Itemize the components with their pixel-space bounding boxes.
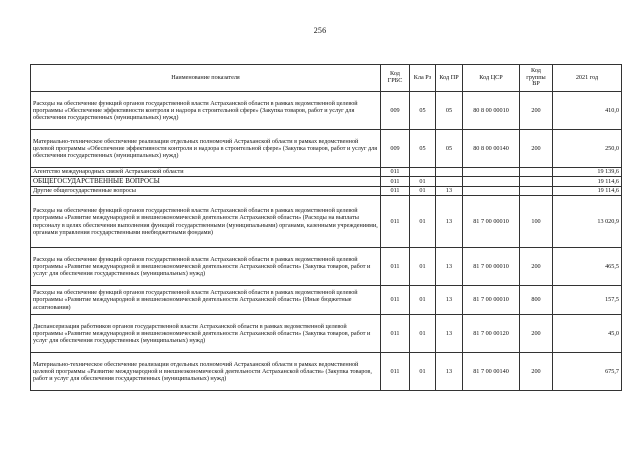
row-grbs: 011 — [381, 286, 410, 315]
row-name: Диспансеризация работников органов государственной власти Астраханской области в рамках ведомственной целевой программы «Развитие международной и внешнеэкономической деятельности Астраханской области» (Закупка товаров, работ и услуг для обеспечения государственных (муниципальных) нужд) — [31, 315, 381, 353]
row-target-article — [463, 187, 520, 196]
row-section: 05 — [410, 92, 436, 130]
header-expense-type-code: Код группы ВР — [520, 65, 553, 92]
row-name: Расходы на обеспечение функций органов государственной власти Астраханской области в рамках ведомственной целевой программы «Развитие международной и внешнеэкономической деятельности Астраханской области» (Иные бюджетные ассигнования) — [31, 286, 381, 315]
row-name: Расходы на обеспечение функций органов государственной власти Астраханской области в рамках ведомственной целевой программы «Обеспечение эффективности контроля и надзора в строительной сфере» (Закупка товаров, работ и услуг для обеспечения государственных (муниципальных) нужд) — [31, 92, 381, 130]
row-name: ОБЩЕГОСУДАРСТВЕННЫЕ ВОПРОСЫ — [31, 177, 381, 187]
row-grbs: 011 — [381, 168, 410, 177]
row-section: 01 — [410, 315, 436, 353]
row-subsection: 13 — [436, 187, 463, 196]
header-grbs-code: Код ГРБС — [381, 65, 410, 92]
row-subsection: 05 — [436, 130, 463, 168]
row-expense-type — [520, 168, 553, 177]
row-subsection — [436, 177, 463, 187]
row-expense-type: 200 — [520, 353, 553, 391]
row-amount: 250,0 — [553, 130, 622, 168]
table-row — [31, 353, 622, 391]
row-expense-type: 200 — [520, 130, 553, 168]
table-row — [31, 130, 622, 168]
table-row — [31, 177, 622, 187]
table-row — [31, 196, 622, 248]
row-expense-type: 200 — [520, 248, 553, 286]
row-amount: 19 114,6 — [553, 187, 622, 196]
header-year-2021: 2021 год — [553, 65, 622, 92]
row-expense-type: 100 — [520, 196, 553, 248]
row-name: Материально-техническое обеспечение реализации отдельных полномочий Астраханской области в рамках ведомственной целевой программы «Развитие международной и внешнеэкономической деятельности Астраханской области» (Закупка товаров, работ и услуг для обеспечения государственных (муниципальных) нужд) — [31, 353, 381, 391]
table-row — [31, 286, 622, 315]
row-expense-type: 800 — [520, 286, 553, 315]
row-subsection: 13 — [436, 248, 463, 286]
row-target-article: 81 7 00 00010 — [463, 196, 520, 248]
header-section-code: Кла Рз — [410, 65, 436, 92]
row-name: Агентство международных связей Астраханской области — [31, 168, 381, 177]
row-amount: 410,0 — [553, 92, 622, 130]
row-grbs: 011 — [381, 187, 410, 196]
table-header-row — [31, 65, 622, 92]
row-amount: 45,0 — [553, 315, 622, 353]
row-target-article: 80 8 00 00010 — [463, 92, 520, 130]
row-section: 01 — [410, 196, 436, 248]
row-name: Расходы на обеспечение функций органов государственной власти Астраханской области в рамках ведомственной целевой программы «Развитие международной и внешнеэкономической деятельности Астраханской области» (Закупка товаров, работ и услуг для обеспечения государственных (муниципальных) нужд) — [31, 248, 381, 286]
row-section: 01 — [410, 177, 436, 187]
header-indicator-name: Наименование показателя — [31, 65, 381, 92]
row-target-article: 81 7 00 00010 — [463, 248, 520, 286]
page-number: 256 — [313, 26, 327, 35]
row-grbs: 011 — [381, 315, 410, 353]
row-amount: 465,5 — [553, 248, 622, 286]
row-subsection: 13 — [436, 196, 463, 248]
row-subsection: 05 — [436, 92, 463, 130]
row-section: 01 — [410, 286, 436, 315]
row-target-article: 80 8 00 00140 — [463, 130, 520, 168]
row-grbs: 011 — [381, 177, 410, 187]
row-section: 01 — [410, 353, 436, 391]
row-grbs: 011 — [381, 248, 410, 286]
row-section: 01 — [410, 187, 436, 196]
table-row — [31, 315, 622, 353]
row-expense-type: 200 — [520, 315, 553, 353]
row-subsection: 13 — [436, 353, 463, 391]
row-grbs: 009 — [381, 92, 410, 130]
budget-table — [30, 64, 622, 391]
row-target-article — [463, 168, 520, 177]
row-amount: 19 139,6 — [553, 168, 622, 177]
row-subsection — [436, 168, 463, 177]
table-row — [31, 92, 622, 130]
row-expense-type: 200 — [520, 92, 553, 130]
row-subsection: 13 — [436, 286, 463, 315]
row-subsection: 13 — [436, 315, 463, 353]
row-target-article — [463, 177, 520, 187]
row-amount: 157,5 — [553, 286, 622, 315]
row-grbs: 011 — [381, 196, 410, 248]
row-section: 05 — [410, 130, 436, 168]
row-grbs: 011 — [381, 353, 410, 391]
row-name: Материально-техническое обеспечение реализации отдельных полномочий Астраханской области в рамках ведомственной целевой программы «Обеспечение эффективности контроля и надзора в строительной сфере» (Закупка товаров, работ и услуг для обеспечения государственных (муниципальных) нужд) — [31, 130, 381, 168]
row-grbs: 009 — [381, 130, 410, 168]
row-amount: 13 020,9 — [553, 196, 622, 248]
row-section — [410, 168, 436, 177]
row-expense-type — [520, 177, 553, 187]
row-name: Другие общегосударственные вопросы — [31, 187, 381, 196]
header-subsection-code: Код ПР — [436, 65, 463, 92]
row-target-article: 81 7 00 00140 — [463, 353, 520, 391]
row-target-article: 81 7 00 00120 — [463, 315, 520, 353]
table-row — [31, 168, 622, 177]
row-target-article: 81 7 00 00010 — [463, 286, 520, 315]
row-amount: 675,7 — [553, 353, 622, 391]
row-expense-type — [520, 187, 553, 196]
header-target-article-code: Код ЦСР — [463, 65, 520, 92]
row-amount: 19 114,6 — [553, 177, 622, 187]
table-row — [31, 248, 622, 286]
table-row — [31, 187, 622, 196]
row-section: 01 — [410, 248, 436, 286]
row-name: Расходы на обеспечение функций органов государственной власти Астраханской области в рамках ведомственной целевой программы «Развитие международной и внешнеэкономической деятельности Астраханской области» (Расходы на выплаты персоналу в целях обеспечения выполнения функций государственными (муниципальными) органами, казенными учреждениями, органами управления государственными внебюджетными фондами) — [31, 196, 381, 248]
